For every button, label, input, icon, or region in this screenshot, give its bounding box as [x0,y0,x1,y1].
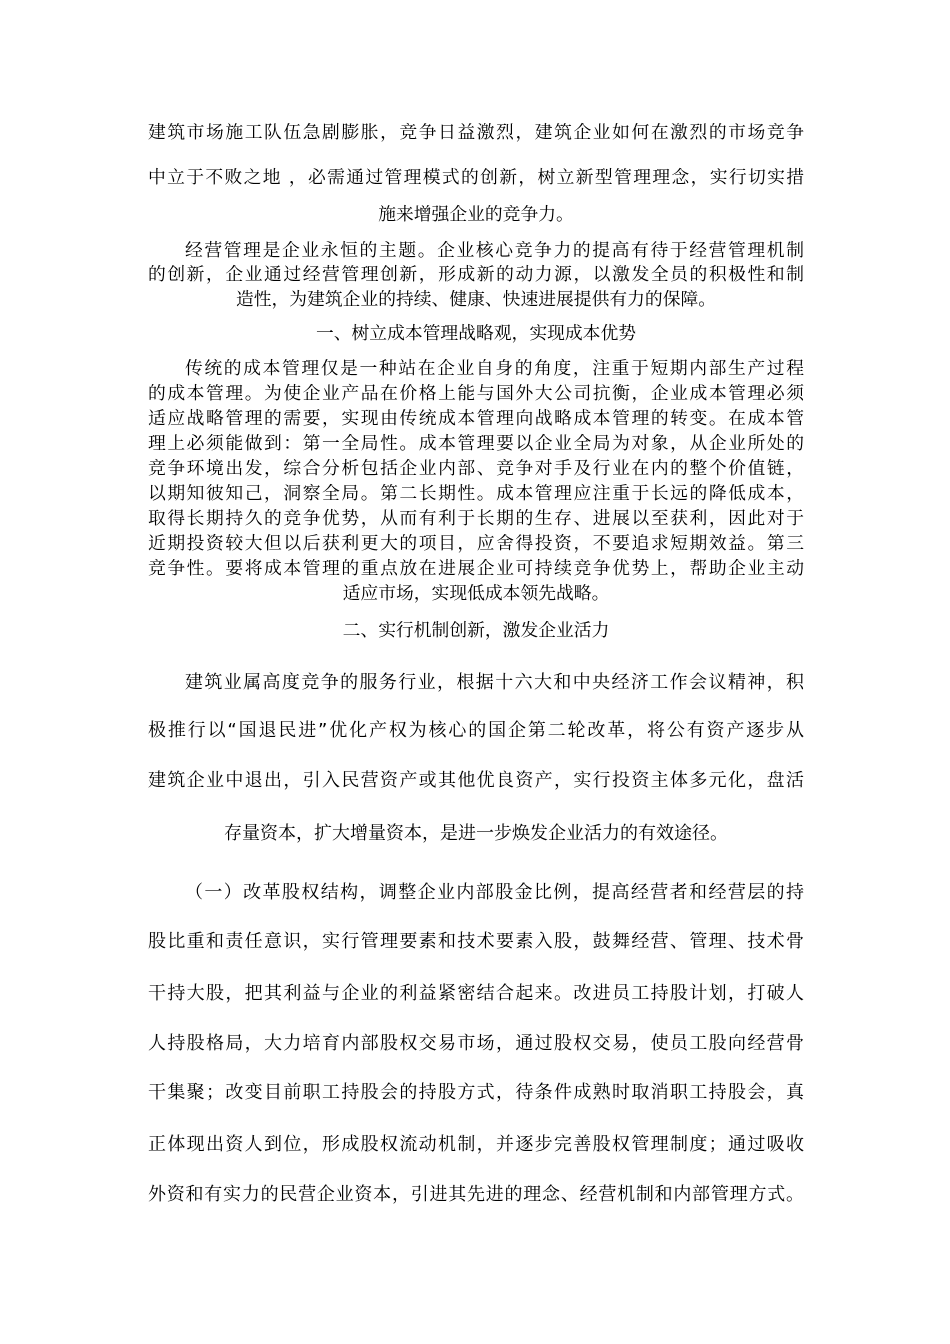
paragraph-line: 建筑企业中退出，引入民营资产或其他优良资产，实行投资主体多元化，盘活 [148,770,804,791]
paragraph-line: 竞争环境出发，综合分析包括企业内部、竞争对手及行业在内的整个价值链， [148,458,804,479]
paragraph-line: 股比重和责任意识，实行管理要素和技术要素入股，鼓舞经营、管理、技术骨 [148,931,804,952]
paragraph-line: （一）改革股权结构，调整企业内部股金比例，提高经营者和经营层的持 [185,882,804,903]
paragraph-line: 适应市场，实现低成本领先战略。 [342,583,610,604]
paragraph-line: 竞争性。要将成本管理的重点放在进展企业可持续竞争优势上，帮助企业主动 [148,558,804,579]
section-heading: 一、树立成本管理战略观，实现成本优势 [315,323,637,344]
intro-line: 施来增强企业的竞争力。 [378,204,574,225]
paragraph-line: 正体现出资人到位，形成股权流动机制，并逐步完善股权管理制度；通过吸收 [148,1134,804,1155]
paragraph-line: 传统的成本管理仅是一种站在企业自身的角度，注重于短期内部生产过程 [185,358,804,379]
paragraph-line: 理上必须能做到：第一全局性。成本管理要以企业全局为对象，从企业所处的 [148,433,804,454]
paragraph-line: 近期投资较大但以后获利更大的项目，应舍得投资，不要追求短期效益。第三 [148,533,804,554]
paragraph-line: 取得长期持久的竞争优势，从而有利于长期的生存、进展以至获利，因此对于 [148,508,804,529]
paragraph-line: 建筑业属高度竞争的服务行业，根据十六大和中央经济工作会议精神，积 [185,672,804,693]
paragraph-line: 造性，为建筑企业的持续、健康、快速进展提供有力的保障。 [235,289,717,310]
paragraph-line: 适应战略管理的需要，实现由传统成本管理向战略成本管理的转变。在成本管 [148,408,804,429]
paragraph-line: 的创新，企业通过经营管理创新，形成新的动力源，以激发全员的积极性和制 [148,264,804,285]
paragraph-line: 极推行以“国退民进”优化产权为核心的国企第二轮改革，将公有资产逐步从 [148,720,804,741]
paragraph-line: 人持股格局，大力培育内部股权交易市场，通过股权交易，使员工股向经营骨 [148,1033,804,1054]
section-heading: 二、实行机制创新，激发企业活力 [342,620,610,641]
paragraph-line: 经营管理是企业永恒的主题。企业核心竞争力的提高有待于经营管理机制 [185,240,804,261]
paragraph-line: 干集聚；改变目前职工持股会的持股方式，待条件成熟时取消职工持股会，真 [148,1082,804,1103]
intro-line: 建筑市场施工队伍急剧膨胀，竞争日益激烈，建筑企业如何在激烈的市场竞争 [148,122,804,143]
paragraph-line: 的成本管理。为使企业产品在价格上能与国外大公司抗衡，企业成本管理必须 [148,383,804,404]
paragraph-line: 存量资本，扩大增量资本，是进一步焕发企业活力的有效途径。 [224,823,728,844]
intro-line: 中立于不败之地 ，必需通过管理模式的创新，树立新型管理理念，实行切实措 [148,167,804,188]
paragraph-line: 干持大股，把其利益与企业的利益紧密结合起来。改进员工持股计划，打破人 [148,983,804,1004]
paragraph-line: 以期知彼知己，洞察全局。第二长期性。成本管理应注重于长远的降低成本， [148,483,804,504]
paragraph-line: 外资和有实力的民营企业资本，引进其先进的理念、经营机制和内部管理方式。 [148,1184,804,1205]
